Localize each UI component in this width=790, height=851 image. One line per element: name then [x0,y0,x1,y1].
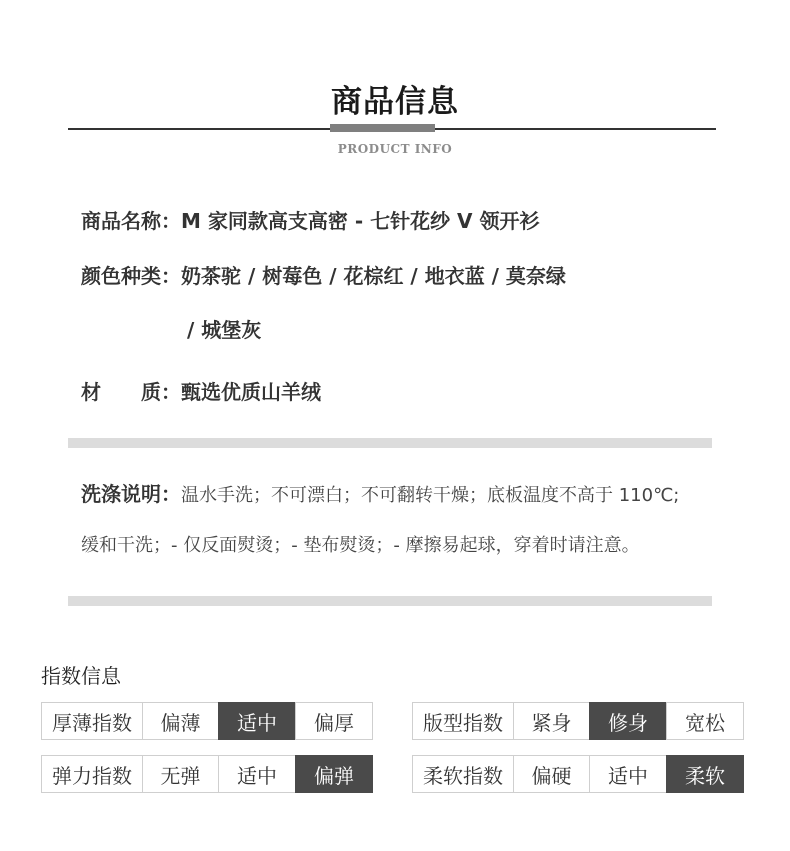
product-colors-value: 奶茶驼 / 树莓色 / 花棕红 / 地衣蓝 / 莫奈绿 [181,264,566,288]
product-colors-label: 颜色种类： [81,264,181,288]
index-group-softness [412,755,744,793]
product-material-value: 甄选优质山羊绒 [181,380,321,404]
index-group-elasticity [41,755,373,793]
index-label: 弹力指数 [41,755,143,793]
page-title: 商品信息 [331,84,459,120]
product-colors-row [81,260,566,289]
index-option: 适中 [218,755,296,793]
index-label: 厚薄指数 [41,702,143,740]
care-instructions-line2: 缓和干洗；- 仅反面熨烫；- 垫布熨烫；- 摩擦易起球，穿着时请注意。 [81,535,640,556]
indices-heading: 指数信息 [41,664,121,688]
index-option: 适中 [589,755,667,793]
product-name-row [81,205,540,234]
index-option: 偏薄 [142,702,219,740]
index-option: 偏厚 [295,702,373,740]
care-instructions-text1: 温水手洗；不可漂白；不可翻转干燥；底板温度不高于 110℃; [181,485,680,506]
section-divider-top [68,438,712,448]
index-option-selected: 适中 [218,702,296,740]
index-option-selected: 修身 [589,702,667,740]
index-option: 紧身 [513,702,590,740]
index-label: 柔软指数 [412,755,514,793]
product-name-label: 商品名称： [81,209,181,233]
index-option: 偏硬 [513,755,590,793]
product-colors-continuation: / 城堡灰 [187,318,262,342]
index-option: 宽松 [666,702,744,740]
index-group-thickness [41,702,373,740]
index-group-fit [412,702,744,740]
page-subtitle: PRODUCT INFO [337,142,453,156]
care-instructions-line1 [81,478,679,507]
product-name-value: M 家同款高支高密 - 七针花纱 V 领开衫 [181,209,540,233]
care-instructions-label: 洗涤说明： [81,482,181,506]
index-label: 版型指数 [412,702,514,740]
index-option-selected: 柔软 [666,755,744,793]
section-divider-bottom [68,596,712,606]
index-option: 无弹 [142,755,219,793]
product-material-row [81,376,321,405]
index-option-selected: 偏弹 [295,755,373,793]
product-material-label: 材 质： [81,380,181,404]
title-divider-accent [330,124,435,132]
